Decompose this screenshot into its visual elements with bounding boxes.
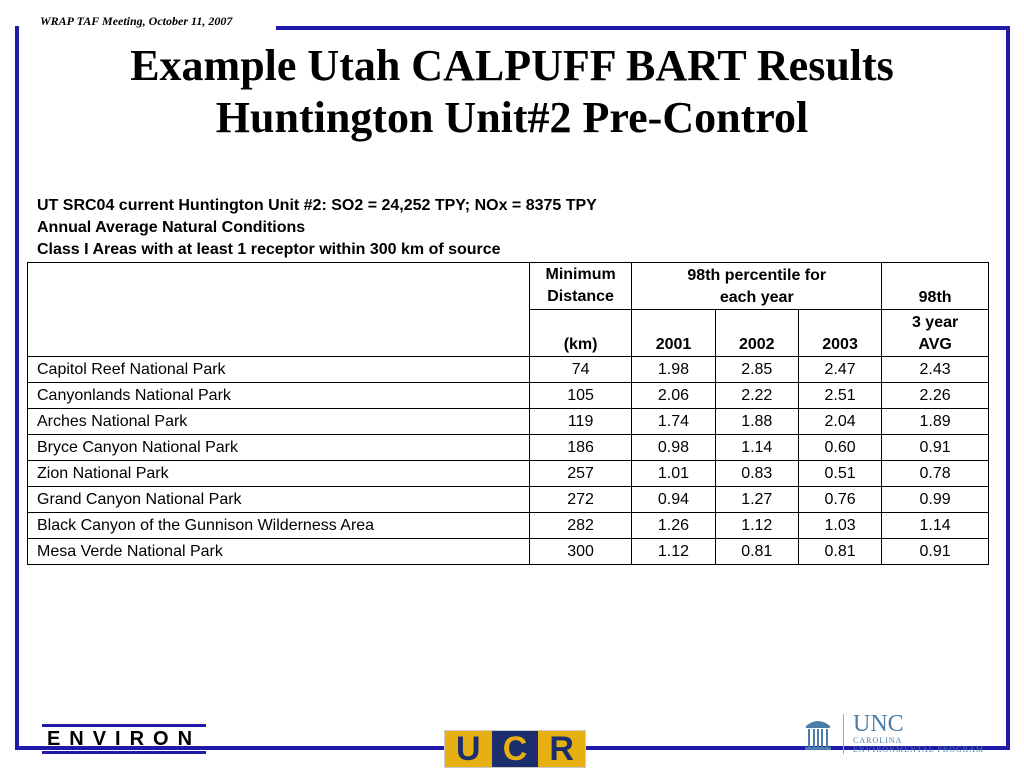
table-row <box>28 513 989 539</box>
header-min-distance: Minimum Distance <box>529 263 632 310</box>
header-3yr-avg-text: 3 year AVG <box>911 314 959 353</box>
cell-2002: 1.27 <box>715 487 798 513</box>
cell-2001: 1.01 <box>632 461 715 487</box>
cell-3yr-avg: 0.99 <box>882 487 989 513</box>
unc-logo-big: UNC <box>853 711 904 737</box>
cell-area-name: Capitol Reef National Park <box>28 357 530 383</box>
cell-area-name: Grand Canyon National Park <box>28 487 530 513</box>
frame-top-border <box>276 26 1010 30</box>
environ-logo <box>42 724 206 754</box>
header-3yr-avg <box>882 310 989 357</box>
cell-2001: 0.94 <box>632 487 715 513</box>
cell-2002: 1.12 <box>715 513 798 539</box>
cell-area-name: Mesa Verde National Park <box>28 539 530 565</box>
cell-2002: 1.14 <box>715 435 798 461</box>
unc-logo-divider <box>843 714 844 754</box>
cell-min-distance: 282 <box>529 513 632 539</box>
cell-2002: 2.85 <box>715 357 798 383</box>
cell-2003: 0.60 <box>798 435 881 461</box>
header-km: (km) <box>529 310 632 357</box>
cell-2003: 0.76 <box>798 487 881 513</box>
title-line-1: Example Utah CALPUFF BART Results <box>130 41 894 90</box>
cell-2002: 2.22 <box>715 383 798 409</box>
header-row-1 <box>28 263 989 310</box>
cell-3yr-avg: 0.91 <box>882 435 989 461</box>
old-well-icon <box>803 714 833 752</box>
table-row <box>28 461 989 487</box>
cell-min-distance: 300 <box>529 539 632 565</box>
cell-area-name: Bryce Canyon National Park <box>28 435 530 461</box>
cell-2001: 1.12 <box>632 539 715 565</box>
table-caption <box>37 195 597 261</box>
cell-2002: 0.81 <box>715 539 798 565</box>
caption-line-1: UT SRC04 current Huntington Unit #2: SO2 = 24,252 TPY; NOx = 8375 TPY <box>37 197 597 214</box>
cell-min-distance: 105 <box>529 383 632 409</box>
header-98th-each-year-text: 98th percentile for each year <box>687 267 827 306</box>
frame-right-border <box>1006 26 1010 750</box>
cell-min-distance: 257 <box>529 461 632 487</box>
cell-2003: 0.51 <box>798 461 881 487</box>
header-2002: 2002 <box>715 310 798 357</box>
table-row <box>28 409 989 435</box>
table-row <box>28 487 989 513</box>
cell-area-name: Black Canyon of the Gunnison Wilderness Area <box>28 513 530 539</box>
unc-logo-text <box>853 712 984 754</box>
table-row <box>28 383 989 409</box>
cell-2002: 0.83 <box>715 461 798 487</box>
table-row <box>28 435 989 461</box>
cell-2003: 2.47 <box>798 357 881 383</box>
table-row <box>28 357 989 383</box>
meeting-label: WRAP TAF Meeting, October 11, 2007 <box>40 14 233 28</box>
cell-3yr-avg: 0.78 <box>882 461 989 487</box>
cell-2001: 1.26 <box>632 513 715 539</box>
cell-3yr-avg: 0.91 <box>882 539 989 565</box>
environ-logo-text: ENVIRON <box>46 727 202 750</box>
cell-3yr-avg: 2.43 <box>882 357 989 383</box>
cell-2003: 0.81 <box>798 539 881 565</box>
ucr-logo <box>444 730 586 768</box>
cell-3yr-avg: 1.14 <box>882 513 989 539</box>
cell-2001: 0.98 <box>632 435 715 461</box>
caption-line-3: Class I Areas with at least 1 receptor within 300 km of source <box>37 241 501 258</box>
cell-min-distance: 186 <box>529 435 632 461</box>
ucr-logo-u: U <box>445 731 492 767</box>
unc-logo <box>803 712 1005 758</box>
header-98th: 98th <box>882 263 989 310</box>
cell-min-distance: 74 <box>529 357 632 383</box>
ucr-logo-c: C <box>492 731 539 767</box>
cell-2003: 2.04 <box>798 409 881 435</box>
cell-3yr-avg: 1.89 <box>882 409 989 435</box>
cell-area-name: Arches National Park <box>28 409 530 435</box>
cell-3yr-avg: 2.26 <box>882 383 989 409</box>
header-2003: 2003 <box>798 310 881 357</box>
unc-logo-small-2: ENVIRONMENTAL PROGRAM <box>853 745 984 754</box>
cell-min-distance: 272 <box>529 487 632 513</box>
header-98th-each-year <box>632 263 882 310</box>
caption-line-2: Annual Average Natural Conditions <box>37 219 306 236</box>
results-table <box>27 262 989 565</box>
table-row <box>28 539 989 565</box>
cell-2003: 1.03 <box>798 513 881 539</box>
header-2001: 2001 <box>632 310 715 357</box>
header-area-blank <box>28 263 530 357</box>
unc-logo-small-1: CAROLINA <box>853 736 903 745</box>
cell-2001: 1.74 <box>632 409 715 435</box>
cell-2002: 1.88 <box>715 409 798 435</box>
slide-title <box>20 40 1004 144</box>
cell-2001: 2.06 <box>632 383 715 409</box>
table-body <box>28 357 989 565</box>
cell-2003: 2.51 <box>798 383 881 409</box>
cell-min-distance: 119 <box>529 409 632 435</box>
cell-area-name: Canyonlands National Park <box>28 383 530 409</box>
ucr-logo-r: R <box>538 731 585 767</box>
cell-area-name: Zion National Park <box>28 461 530 487</box>
cell-2001: 1.98 <box>632 357 715 383</box>
frame-left-border <box>15 26 19 750</box>
title-line-2: Huntington Unit#2 Pre-Control <box>215 93 809 142</box>
